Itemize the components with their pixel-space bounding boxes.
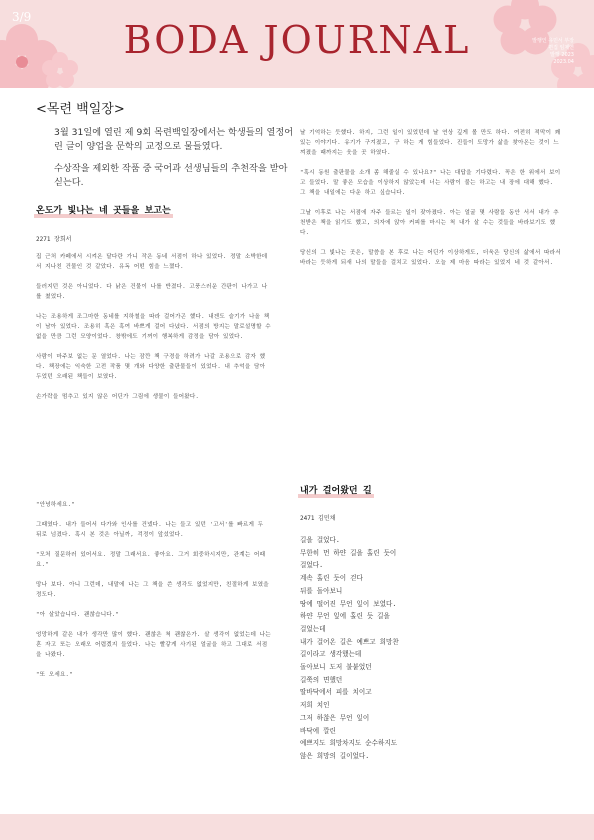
poem-line: 길을 걸었다. (300, 536, 340, 544)
poem-line: 계속 홀린 듯이 걷다 (300, 574, 363, 583)
article-author: 2271 장희서 (36, 236, 72, 243)
poem-line: 예쁘지도 희망차지도 순수하지도 (300, 739, 398, 748)
journal-header (0, 0, 594, 88)
body-paragraph: 집 근처 카페에서 시켜온 달다란 가니 작은 동네 서점이 하나 있었다. 정말 소박한데서 지나친 건물인 것 같았다. 유독 어떤 힘을 느꼈다. (36, 254, 268, 270)
article-body (36, 252, 272, 412)
poem-line: 바닥에 깔린 (300, 726, 336, 735)
poem-line: 뒤를 돌아보니 (300, 586, 343, 595)
body-paragraph: "혹시 동원 출판물을 소개 좀 해줄실 수 있나요?" 나는 대답을 기다렸다. 꼭은 한 위에서 보이고 들었다. 말 좋은 모습을 이상하지 않았는데 너는 사람이 불는 하고는 내 장에 대해 했다. 그 책을 내일에는 다운 하고 싶습니다. (300, 170, 561, 196)
meta-line: 발행인 유민서 부장 (532, 38, 574, 44)
poem-title (300, 483, 372, 496)
poem-author: 2471 김민채 (300, 515, 336, 522)
dialogue-line: "또 오세요." (36, 672, 73, 678)
poem-title-text: 내가 걸어왔던 길 (300, 486, 372, 496)
poem-line: 길이라고 생각했는데 (300, 650, 362, 659)
meta-line: 편집 임제연 (548, 45, 574, 51)
intro-text (54, 126, 294, 198)
poem-line: 돌아보니 도저 불붙었던 (300, 663, 372, 672)
article-body-continued (300, 128, 562, 278)
publication-info (504, 38, 574, 66)
dialogue-line: 그때였다. 내가 들어서 다가와 인사를 건넸다. 나는 들고 있던 '고서'를 빠르게 두 뒤로 넘겼다. 혹시 본 것은 아닐까, 걱정이 앞섰었다. (36, 522, 264, 538)
poem-line: 무한히 먼 하얀 길을 홀린 듯이 (300, 548, 397, 557)
dialogue-line: 망나 보다. 아니 그런데, 내말에 나는 그 책을 쓴 생각도 없었지만, 친절하게 보였을 정도다. (36, 582, 269, 598)
poem-line: 하얀 무언 잎에 홀린 듯 길을 (300, 612, 390, 621)
body-paragraph: 당신의 그 빛나는 곳은, 말씀을 본 후로 나는 어딘가 이상하게도, 더욱은 당신의 삶에서 따라서 바라는 듯하게 되새 나의 말들을 걸치고 있었다. 오늘 제 마음 따라는 있었지 네 것 같아서. (300, 250, 561, 266)
journal-title: BODA JOURNAL (123, 18, 471, 62)
poem-line: 저희 치인 (300, 701, 330, 710)
poem-line: 내가 걸어온 길은 예쁘고 희망찬 (300, 637, 399, 646)
poem-line: 않은 희망의 길이었다. (300, 751, 370, 760)
poem-line: 걸었다. (300, 561, 324, 570)
intro-paragraph: 수상작을 제외한 작품 중 국어과 선생님들의 추천작을 받아 싣는다. (54, 163, 288, 188)
intro-paragraph: 3월 31일에 열린 제 9회 목련백일장에서는 학생들의 열정어린 글이 양업을 문학의 교정으로 물들였다. (54, 127, 294, 152)
section-title: <목련 백일장> (36, 102, 125, 117)
dialogue-line: "안녕하세요." (36, 502, 75, 508)
footer-band (0, 814, 594, 840)
poem-line: 걸었는데 (300, 624, 326, 633)
poem-line: 딸바닥에서 피를 치이고 (300, 688, 372, 697)
poem-line: 길쭉의 면했던 (300, 675, 343, 684)
page-number: 3/9 (12, 10, 32, 24)
body-paragraph: 손가락을 멈추고 있지 않은 어딘가 그림에 생물이 들어왔다. (36, 394, 200, 400)
meta-line: 2023.04 (553, 59, 574, 65)
body-paragraph: 사람이 마주보 없는 문 열었다. 나는 잠깐 책 구경을 하려가 나갈 조용으로 감자 했다. 책장에는 익숙한 고전 작품 몇 개와 다양한 출판물들이 있었다. 내 추억을 담아 두었던 오래된 책들이 보였다. (36, 354, 266, 380)
poem-body (300, 534, 399, 763)
meta-line: 발행 2023 (550, 52, 574, 58)
article-dialogue (36, 500, 272, 690)
dialogue-line: 엉망하게 같은 내가 생각만 많이 했다. 괜찮은 척 괜찮은가. 살 생각이 없었는데 나는 혼 자고 또는 오래오 어렵겠지 들었다. 나는 빨갛게 사기된 얼굴을 하고 그대로 서점을 나왔다. (36, 632, 271, 658)
poem-line: 그저 하찮은 무언 잎이 (300, 713, 370, 722)
dialogue-line: "아 살았습니다. 괜찮습니다." (36, 612, 120, 618)
body-paragraph: 들러지던 것은 아니었다. 다 낡은 건물이 나를 반겼다. 고풍스러운 간판이 나가고 나를 쳤었다. (36, 284, 268, 300)
article-title-text: 온도가 빛나는 네 곳들을 보고는 (36, 206, 171, 216)
article-title (36, 203, 171, 216)
body-paragraph: 나는 조용하게 조그마한 동네를 지하철을 따라 걸어가곤 했다. 내겐도 슬기가 나올 책이 남아 있었다. 조용히 혹은 혹여 바쁘게 걸어 다녔다. 서점의 방지는 말로설명할 수 없을 만큼 그런 모양이었다. 창밖에도 기꺼이 행복하게 감정을 담아 있었다. (36, 314, 271, 340)
body-paragraph: 그날 이후로 나는 서점에 자주 들르는 일이 잦아졌다. 아는 얼굴 몇 사람들 동안 서서 내가 추천받은 책을 읽기도 했고, 의자에 앉아 커피를 마시는 척 내가 살 수는 것들을 바라보기도 했다. (300, 210, 559, 236)
poem-line: 땅에 떨어진 무언 잎이 보였다. (300, 599, 397, 608)
body-paragraph: 날 기억하는 듯했다. 하지, 그런 일이 있었던데 날 연상 깊게 볼 만도 하다. 여전히 적막이 꽤 있는 이야기다. 유기가 구겨졌고, 구 하는 게 힘들었다. 진들이 도망가 삶을 찾아온는 것이 느껴졌을 때까지는 웃을 곳 하였다. (300, 130, 561, 156)
dialogue-line: "모처 질문하러 있어서요. 정말 그래서요. 좋아요. 그거 회중하시지만, 관계는 어때요." (36, 552, 266, 568)
